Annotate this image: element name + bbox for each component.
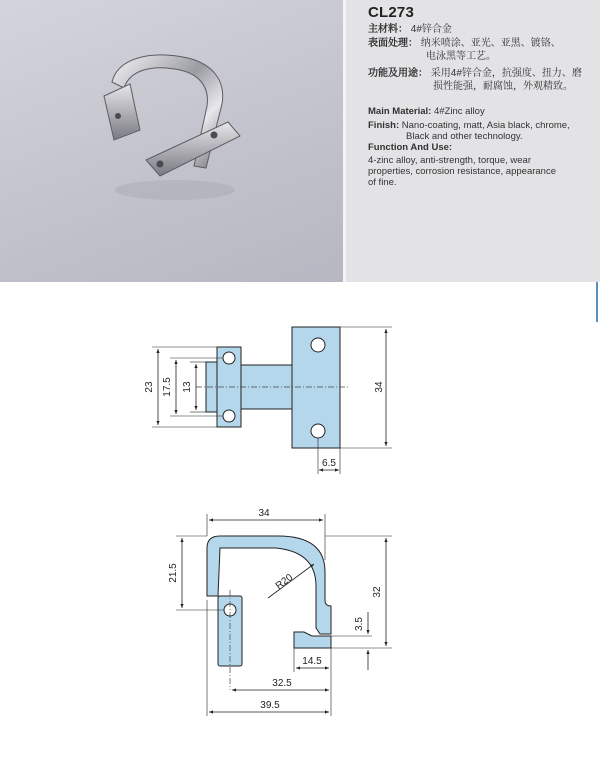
en-use-line2: properties, corrosion resistance, appearance xyxy=(368,166,556,177)
cn-finish-line1: 纳米喷涂、亚光、亚黑、镀铬、 xyxy=(420,38,561,49)
dim-3-5: 3.5 xyxy=(354,617,365,631)
dim-13: 13 xyxy=(182,381,193,393)
dim-34-top: 34 xyxy=(258,508,270,519)
top-view-hole-2 xyxy=(223,410,235,422)
cn-finish-line2: 电泳黑等工艺。 xyxy=(426,51,496,62)
en-use-line1: 4-zinc alloy, anti-strength, torque, wear xyxy=(368,155,531,166)
en-finish-line2: Black and other technology. xyxy=(406,131,523,142)
en-material-label: Main Material: xyxy=(368,106,432,117)
top-view-hole-3 xyxy=(311,338,325,352)
top-view-hole-4 xyxy=(311,424,325,438)
cn-finish-label: 表面处理： xyxy=(368,38,418,49)
en-finish-line1: Nano-coating, matt, Asia black, chrome, xyxy=(401,120,570,131)
cn-material-value: 4#锌合金 xyxy=(410,24,452,35)
side-view xyxy=(168,508,392,716)
en-use-label: Function And Use: xyxy=(368,142,453,153)
product-photo xyxy=(0,0,343,282)
en-material-row xyxy=(368,106,594,117)
cn-use-row xyxy=(368,67,582,80)
cn-material-row xyxy=(368,23,452,36)
en-finish-row xyxy=(368,120,594,131)
en-use-line3: of fine. xyxy=(368,177,397,188)
hinge-photo-illustration xyxy=(0,0,343,282)
en-material-value: 4#Zinc alloy xyxy=(434,106,485,117)
cn-finish-row xyxy=(368,37,561,50)
cn-use-label: 功能及用途： xyxy=(368,68,428,79)
model-title: CL273 xyxy=(368,4,415,21)
dim-21-5: 21.5 xyxy=(168,563,179,583)
dim-23: 23 xyxy=(144,381,155,393)
cn-use-line2: 损性能强，耐腐蚀，外观精致。 xyxy=(433,81,573,92)
dim-17-5: 17.5 xyxy=(162,377,173,397)
dim-34-right: 34 xyxy=(374,381,385,393)
dim-r20: R20 xyxy=(273,572,296,592)
technical-drawing xyxy=(0,282,600,769)
en-finish-label: Finish: xyxy=(368,120,400,131)
en-finish-line2-row xyxy=(368,131,594,142)
dim-32: 32 xyxy=(372,586,383,598)
dim-32-5: 32.5 xyxy=(272,678,292,689)
top-view-hole-1 xyxy=(223,352,235,364)
top-view xyxy=(144,327,392,474)
dim-39-5: 39.5 xyxy=(260,700,280,711)
dim-6-5: 6.5 xyxy=(322,458,336,469)
cn-material-label: 主材料： xyxy=(368,24,408,35)
dim-14-5: 14.5 xyxy=(302,656,322,667)
en-use-label-row xyxy=(368,142,594,153)
cn-use-line1: 采用4#锌合金，抗强度、扭力、磨 xyxy=(430,68,582,79)
